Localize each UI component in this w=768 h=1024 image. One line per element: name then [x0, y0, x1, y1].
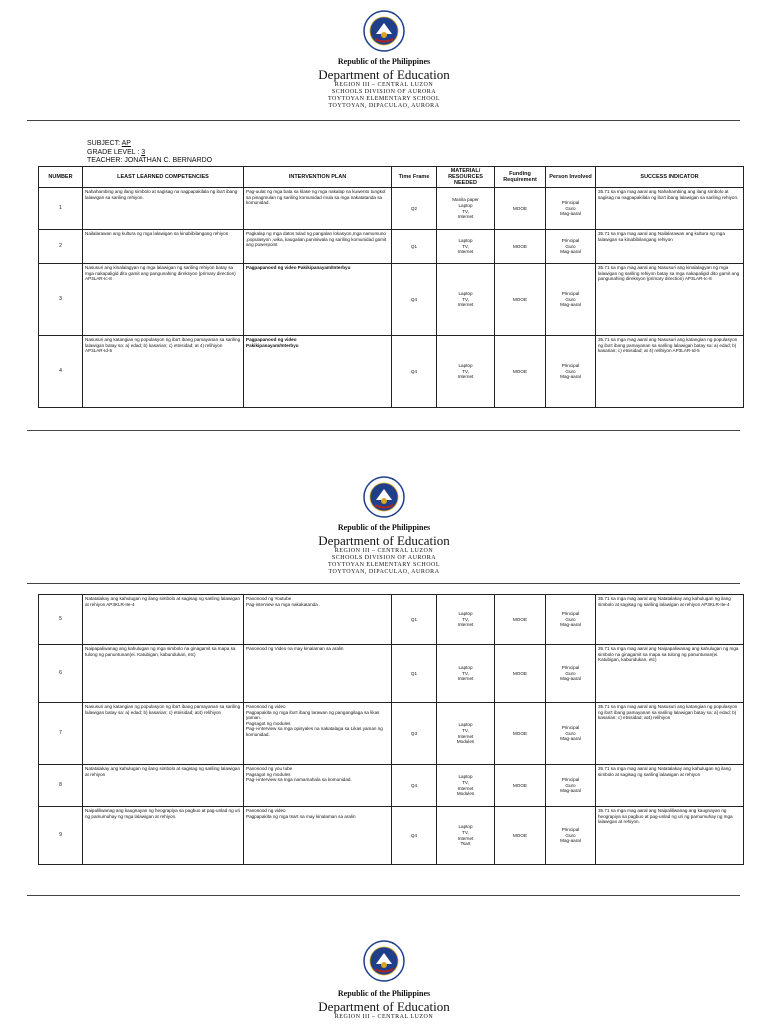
page2-bottom-divider — [27, 895, 740, 896]
row-number: 4 — [39, 336, 83, 408]
row-success: 35.71 sa mga mag aaral ang Naipaliliwanag ang kaugnayan ng heograpiya sa pagbuo at pag-unlad ng uri ng pamumuhay ng mga lalawigan at rehiyon. — [596, 807, 744, 865]
row-time-frame: Q3 — [392, 703, 437, 765]
row-materials: Laptop TV, Internet — [437, 336, 495, 408]
row-time-frame: Q4 — [392, 336, 437, 408]
col-time: Time Frame — [392, 167, 437, 188]
row-plan: Pagkalap ng mga datos tulad ng pangalan lokasyon,mga namumuno ,populasyon ,wika, kaugalian,paniniwala ng sariling komunidad gamit ang powerpoint — [244, 230, 392, 264]
row-plan: Panonood ng Video na may kinalaman sa aralin — [244, 645, 392, 703]
republic-line: Republic of the Philippines — [337, 989, 431, 998]
deped-seal-icon — [363, 476, 405, 518]
grade-label: GRADE LEVEL : — [87, 148, 140, 156]
col-success: SUCCESS INDICATOR — [596, 167, 744, 188]
row-plan: Pagpapanood ng video Pakikipanayam/Interbyu — [244, 336, 392, 408]
col-materials: MATERIAL/ RESOURCES NEEDED — [437, 167, 495, 188]
department-line: Department of Education — [318, 67, 450, 82]
division-line: SCHOOLS DIVISION OF AURORA — [331, 555, 437, 561]
row-success: 35.71 sa mga mag aaral ang Natatalakay ang kahulugan ng ilang simbolo at sagisag ng sariling lalawigan at rehiyon — [596, 765, 744, 807]
teacher-label: TEACHER: — [87, 157, 123, 164]
row-number: 9 — [39, 807, 83, 865]
row-number: 2 — [39, 230, 83, 264]
row-number: 6 — [39, 645, 83, 703]
header-divider — [27, 120, 740, 121]
row-materials: Laptop TV, Internet — [437, 595, 495, 645]
division-line: SCHOOLS DIVISION OF AURORA — [331, 89, 437, 95]
row-number: 5 — [39, 595, 83, 645]
row-number: 7 — [39, 703, 83, 765]
meta-block — [87, 140, 212, 166]
row-competency: Naipaliliwanag ang kaugnayan ng heograpiya sa pagbuo at pag-unlad ng uri ng pamumuhay ng mga lalawigan at rehiyon. — [83, 807, 244, 865]
row-success: 35.71 sa mga mag aaral ang Nasusuri ang katangian ng populasyon ng iba't ibang pamayanan sa sariling lalawigan batay sa: a) edad; b) kasarian; c) etnisidad; at4) relihiyon — [596, 703, 744, 765]
row-funding: MOOE — [495, 230, 546, 264]
row-person: Principal Guro Mag-aaral — [546, 703, 596, 765]
row-person: Principal Guro Mag-aaral — [546, 336, 596, 408]
row-success: 35.71 sa mga mag aaral ang Naipapaliwanag ang kahulugan ng mga simbolo na ginagamit sa mapa sa tulong ng panuntunan(ei. Katubigan, kabundukan, etc) — [596, 645, 744, 703]
row-person: Principal Guro Mag-aaral — [546, 230, 596, 264]
address-line: TOYTOYAN, DIPACULAO, AURORA — [328, 569, 440, 575]
row-plan: Panonood ng video Pagpapakita ng mga tsart na may kinalaman sa aralin — [244, 807, 392, 865]
row-number: 3 — [39, 264, 83, 336]
row-success: 35.71 sa mga mag aaral ang Nailalarawan ang kultura ng mga lalawigan sa kinabibilangang rehiyon — [596, 230, 744, 264]
row-success: 35.71 sa mga mag aaral ang Nahahambing ang ilang simbolo at sagisag na nagpapakilala ng iba't ibang lalawigan sa sariling rehiyon. — [596, 188, 744, 230]
row-time-frame: Q4 — [392, 765, 437, 807]
row-person: Principal Guro Mag-aaral — [546, 645, 596, 703]
col-person: Person Involved — [546, 167, 596, 188]
row-plan: Pag-uulat ng mga bata sa klase ng mga nakalap na kuwento tungkol sa pinagmulan ng sariling komunidad mula sa mga nakatatanda sa komunidad. — [244, 188, 392, 230]
row-success: 35.71 sa mga mag aaral ang Nasusuri ang kinalalagyan ng mga lalawigan ng sariling rehiyon batay sa mga nakapaligid dito gamit ang pangunahing direksyon (primary direction) AP3LAR-Ic-8 — [596, 264, 744, 336]
page2-letterhead — [0, 524, 768, 575]
table-row — [39, 595, 744, 645]
row-funding: MOOE — [495, 336, 546, 408]
row-materials: Laptop TV, Internet Modules — [437, 765, 495, 807]
table-row — [39, 703, 744, 765]
row-materials: Laptop TV, Internet — [437, 645, 495, 703]
republic-line: Republic of the Philippines — [337, 523, 431, 532]
republic-line: Republic of the Philippines — [337, 57, 431, 66]
row-person: Principal Guro Mag-aaral — [546, 595, 596, 645]
row-time-frame: Q2 — [392, 188, 437, 230]
row-funding: MOOE — [495, 703, 546, 765]
row-time-frame: Q4 — [392, 264, 437, 336]
row-number: 1 — [39, 188, 83, 230]
row-funding: MOOE — [495, 645, 546, 703]
row-materials: Laptop TV, Internet — [437, 230, 495, 264]
col-competencies: LEAST LEARNED COMPETENCIES — [83, 167, 244, 188]
table-header-row — [39, 167, 744, 188]
address-line: TOYTOYAN, DIPACULAO, AURORA — [328, 103, 440, 109]
row-plan: Pagpapanood ng video Pakikipanayam/Interbyu — [244, 264, 392, 336]
table-row — [39, 645, 744, 703]
header-divider — [27, 583, 740, 584]
row-plan: Panonood ng you tube Pagsagot ng modules Pag-i-interview sa mga namamahala sa komunidad. — [244, 765, 392, 807]
page3-letterhead — [0, 990, 768, 1020]
row-materials: Laptop TV, Internet Modules — [437, 703, 495, 765]
table-row — [39, 188, 744, 230]
school-line: TOYTOYAN ELEMENTARY SCHOOL — [327, 562, 441, 568]
row-competency: Natatalakay ang kahulugan ng ilang simbolo at sagisag ng sariling lalawigan at rehiyon — [83, 765, 244, 807]
row-competency: Nasusuri ang katangian ng populasyon ng iba't ibang pamayanan sa sariling lalawigan batay sa: a) edad; b) kasarian; c) etnisidad; at 4) relihiyon AP3LAR-Id-5 — [83, 336, 244, 408]
row-person: Principal Guro Mag-aaral — [546, 807, 596, 865]
teacher-value: JONATHAN C. BERNARDO — [124, 157, 213, 164]
row-competency: Nasusuri ang katangian ng populasyon ng iba't ibang pamayanan sa sariling lalawigan batay sa: a) edad; b) kasarian; c) etnisidad; at4) relihiyon — [83, 703, 244, 765]
row-competency: Natatalakay ang kahulugan ng ilang simbolo at sagisag ng sariling lalawigan at rehiyon AP3KLR-IIe-4 — [83, 595, 244, 645]
row-funding: MOOE — [495, 765, 546, 807]
page1-bottom-divider — [27, 430, 740, 431]
row-person: Principal Guro Mag-aaral — [546, 188, 596, 230]
row-materials: Laptop TV, Internet — [437, 264, 495, 336]
deped-seal-icon — [363, 940, 405, 982]
row-time-frame: Q1 — [392, 230, 437, 264]
row-plan: Panonood ng video Pagpapakita ng mga iba't ibang larawan ng pangangilaga sa likas yaman. Pagsagot ng modules Pag-i-interview sa mga opisyales na nakatalaga sa Likas yaman ng komunidad. — [244, 703, 392, 765]
table-row — [39, 230, 744, 264]
grade-value: 3 — [141, 148, 146, 156]
table-row — [39, 765, 744, 807]
row-funding: MOOE — [495, 595, 546, 645]
department-line: Department of Education — [318, 999, 450, 1014]
region-line: REGION III – CENTRAL LUZON — [334, 1014, 434, 1020]
table-row — [39, 336, 744, 408]
row-materials: Laptop TV, Internet Tsart — [437, 807, 495, 865]
intervention-table-page2 — [38, 594, 744, 865]
deped-seal-icon — [363, 10, 405, 52]
row-competency: Nailalarawan ang kultura ng mga lalawigan sa kinabibilangang rehiyon — [83, 230, 244, 264]
region-line: REGION III – CENTRAL LUZON — [334, 548, 434, 554]
col-funding: Funding Requirement — [495, 167, 546, 188]
row-person: Principal Guro Mag-aaral — [546, 765, 596, 807]
row-competency: Naipapaliwanag ang kahulugan ng mga simbolo na ginagamit sa mapa sa tulong ng panuntunan(ei. Katubigan, kabundukan, etc) — [83, 645, 244, 703]
subject-label: SUBJECT: — [87, 140, 121, 147]
col-plan: INTERVENTION PLAN — [244, 167, 392, 188]
row-time-frame: Q1 — [392, 645, 437, 703]
row-competency: Nahahambing ang ilang simbolo at sagisag na nagpapakilala ng iba't ibang lalawigan sa sariling rehiyon. — [83, 188, 244, 230]
region-line: REGION III – CENTRAL LUZON — [334, 82, 434, 88]
row-success: 35.71 sa mga mag aaral ang Nasusuri ang katangian ng populasyon ng iba't ibang pamayanan sa sariling lalawigan batay sa: a) edad; b) kasarian; c) etnisidad; at 4) relihiyon AP3LAR-Id-5 — [596, 336, 744, 408]
row-funding: MOOE — [495, 264, 546, 336]
table-row — [39, 807, 744, 865]
row-materials: Manila paper Laptop TV, Internet — [437, 188, 495, 230]
school-line: TOYTOYAN ELEMENTARY SCHOOL — [327, 96, 441, 102]
row-funding: MOOE — [495, 807, 546, 865]
row-person: Principal Guro Mag-aaral — [546, 264, 596, 336]
table-row — [39, 264, 744, 336]
row-success: 35.71 sa mga mag aaral ang Natatalakay ang kahulugan ng ilang simbolo at sagisag ng sariling lalawigan at rehiyon AP3KLR-IIe-4 — [596, 595, 744, 645]
row-competency: Nasusuri ang kinalalagyan ng mga lalawigan ng sariling rehiyon batay sa mga nakapaligid dito gamit ang pangunahing direksyon (primary direction) AP3LAR-Ic-8 — [83, 264, 244, 336]
intervention-table-page1 — [38, 166, 744, 408]
row-number: 8 — [39, 765, 83, 807]
page1-letterhead — [0, 58, 768, 109]
row-time-frame: Q4 — [392, 807, 437, 865]
row-plan: Panonood ng Youtube Pag-interview sa mga nakakatanda . — [244, 595, 392, 645]
subject-value: AP — [121, 140, 131, 147]
row-time-frame: Q1 — [392, 595, 437, 645]
row-funding: MOOE — [495, 188, 546, 230]
department-line: Department of Education — [318, 533, 450, 548]
col-number: NUMBER — [39, 167, 83, 188]
